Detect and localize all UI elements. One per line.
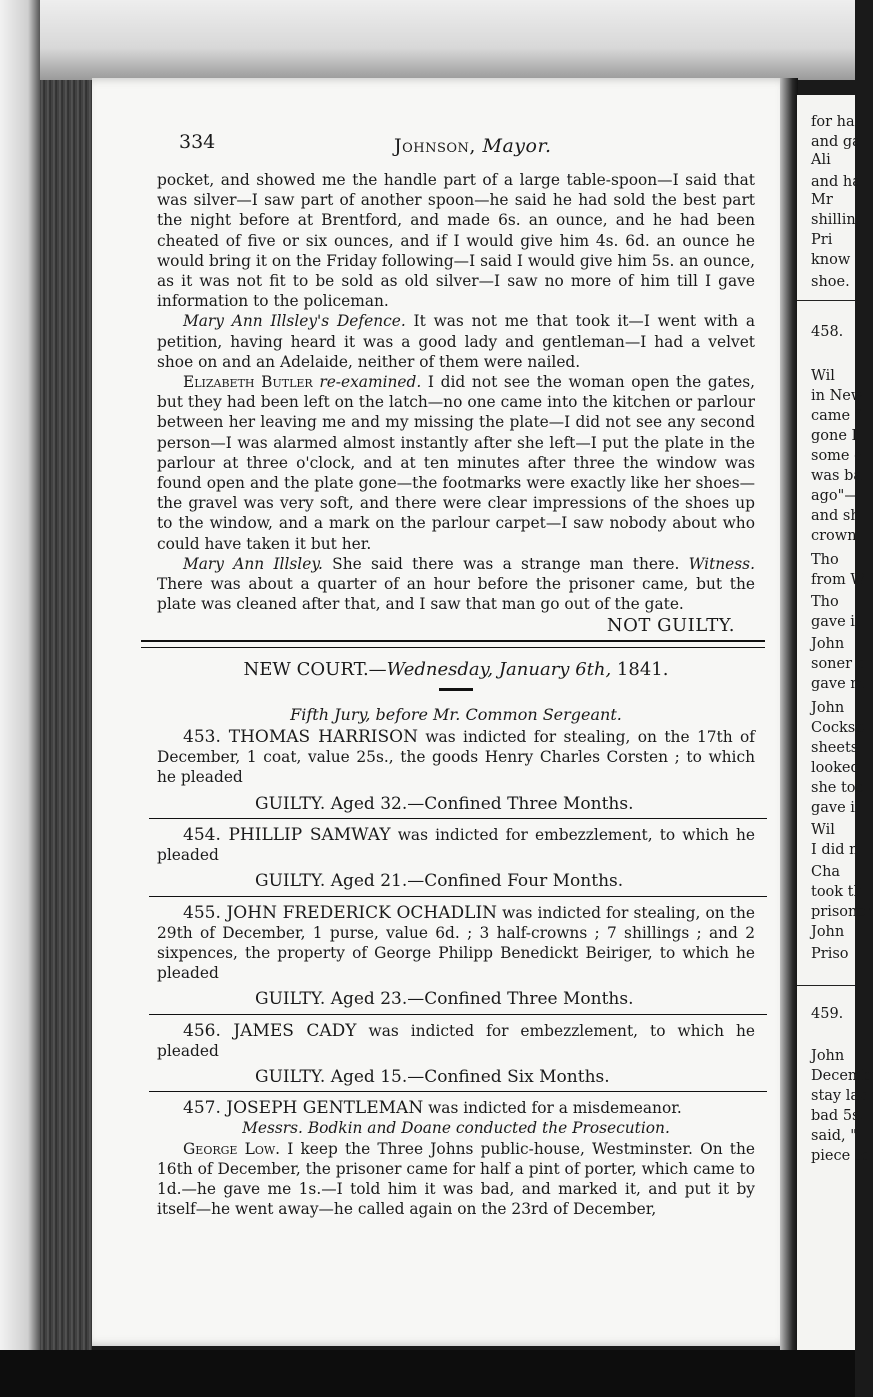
facing-page-fragment: said, "	[811, 1128, 857, 1144]
case-heading: 455. JOHN FREDERICK OCHADLIN	[183, 902, 498, 923]
running-title-name: Johnson,	[394, 135, 476, 157]
facing-page-fragment: Ali	[811, 152, 831, 168]
reexamined-label: re-examined.	[312, 373, 422, 392]
defence-paragraph	[157, 311, 755, 372]
scan-top-background	[0, 0, 855, 80]
case-body: was indicted for embezzlement, to which he pleaded	[157, 825, 755, 865]
case-heading: 454. PHILLIP SAMWAY	[183, 824, 391, 845]
reexamination-text: I did not see the woman open the gates, but they had been left on the latch—no one came into the kitchen or parlour between her leaving me and my missing the plate—I did not see any second person—I was alarmed almost instantly after she left—I put the plate in the parlour at three o'clock, and at ten minutes after three the window was found open and the plate gone—the footmarks were exactly like her shoes—the gravel was very soft, and there were clear impressions of the shoes up to the window, and a mark on the parlour carpet—I saw nobody about who could have taken it but her.	[157, 373, 755, 553]
case-454	[157, 825, 755, 897]
court-name: NEW COURT.—	[243, 658, 387, 680]
case-455	[157, 903, 755, 1015]
case-verdict: GUILTY. Aged 32.—Confined Three Months.	[255, 793, 634, 814]
facing-page-fragment: ago"—	[811, 488, 859, 504]
facing-page-fragment: came f	[811, 408, 861, 424]
facing-page-fragment: gave it	[811, 800, 861, 816]
facing-page-fragment: gave it	[811, 614, 861, 630]
facing-page-fragment: soner o	[811, 656, 866, 672]
facing-page-fragment: for ha	[811, 114, 855, 130]
facing-page-edge	[797, 95, 873, 1350]
case-rule	[149, 818, 767, 819]
facing-page-fragment: stay lac	[811, 1088, 868, 1104]
case-heading: 453. THOMAS HARRISON	[183, 727, 418, 748]
case-rule	[149, 1014, 767, 1015]
facing-page-fragment: from W	[811, 572, 866, 588]
facing-page-fragment: in New	[811, 388, 864, 404]
scan-left-background	[0, 0, 40, 1397]
statement-paragraph	[157, 554, 755, 615]
case-body: was indicted for embezzlement, to which he pleaded	[157, 1021, 755, 1060]
facing-page-rule	[797, 300, 855, 301]
statement-text: She said there was a strange man there.	[322, 554, 689, 573]
statement-text-2: There was about a quarter of an hour before the prisoner came, but the plate was cleaned after that, and I saw that man go out of the gate.	[157, 575, 755, 614]
page-number: 334	[179, 131, 216, 153]
facing-page-fragment: shillin	[811, 212, 856, 228]
facing-page-fragment: crown	[811, 528, 857, 544]
facing-page-fragment: I did n	[811, 842, 859, 858]
facing-page-fragment: and ga	[811, 134, 861, 150]
facing-page-fragment: John	[811, 1048, 845, 1064]
case-verdict: GUILTY. Aged 21.—Confined Four Months.	[255, 871, 624, 892]
case-rule	[149, 1091, 767, 1092]
witness-name: Elizabeth Butler	[183, 373, 313, 392]
verdict-not-guilty: NOT GUILTY.	[606, 615, 735, 637]
facing-page-fragment: and sh	[811, 508, 860, 524]
book-spine	[40, 80, 92, 1350]
facing-page-fragment: piece to	[811, 1148, 870, 1164]
facing-page-rule	[797, 985, 855, 986]
case-heading: 456. JAMES CADY	[183, 1020, 357, 1041]
witness-label: Witness.	[688, 554, 755, 573]
witness-name: George Low.	[183, 1139, 281, 1158]
facing-page-fragment: and ha	[811, 174, 861, 190]
reexamination-paragraph	[157, 372, 755, 554]
case-body: was indicted for a misdemeanor.	[423, 1099, 682, 1118]
case-453	[157, 727, 755, 819]
facing-page-fragment: shoe.	[811, 274, 850, 290]
facing-page-fragment: took th	[811, 884, 863, 900]
facing-page-fragment: Cha	[811, 864, 841, 880]
facing-page-fragment: prisoner	[811, 904, 873, 920]
facing-page-fragment: Cocksp	[811, 720, 865, 736]
facing-page-fragment: Decemb	[811, 1068, 871, 1084]
scan-bottom-background	[0, 1350, 855, 1397]
facing-page-fragment: know	[811, 252, 851, 268]
case-body: was indicted for stealing, on the 17th of December, 1 coat, value 25s., the goods Henry Charles Corsten ; to which he pleaded	[157, 728, 755, 787]
section-double-rule	[141, 640, 765, 648]
page-text	[157, 120, 755, 1219]
running-title-role: Mayor.	[482, 135, 552, 157]
short-rule	[439, 688, 473, 691]
low-testimony-paragraph	[157, 1139, 755, 1220]
facing-page-fragment: looked	[811, 760, 860, 776]
defence-label: Mary Ann Illsley's Defence.	[183, 312, 406, 331]
court-heading	[157, 660, 755, 680]
facing-page-fragment: John	[811, 700, 845, 716]
page-header	[157, 120, 755, 160]
facing-page-fragment: Wil	[811, 368, 835, 384]
facing-page-fragment: 459.	[811, 1006, 844, 1022]
case-body: was indicted for stealing, on the 29th of December, 1 purse, value 6d. ; 3 half-crowns ; 7 shillings ; and 2 sixpences, the property of George Philipp Benedickt Beiriger, to which he pleaded	[157, 903, 755, 983]
facing-page-fragment: she too	[811, 780, 865, 796]
case-verdict: GUILTY. Aged 15.—Confined Six Months.	[255, 1066, 610, 1087]
running-title	[394, 136, 552, 156]
facing-page-fragment: was ba	[811, 468, 863, 484]
facing-page-fragment: John	[811, 924, 845, 940]
facing-page-fragment: Tho	[811, 552, 839, 568]
facing-page-fragment: bad 5s.	[811, 1108, 865, 1124]
case-rule	[149, 896, 767, 897]
case-457	[157, 1098, 755, 1118]
jury-line: Fifth Jury, before Mr. Common Sergeant.	[290, 704, 622, 724]
case-verdict: GUILTY. Aged 23.—Confined Three Months.	[255, 989, 634, 1010]
facing-page-fragment: Mr	[811, 192, 833, 208]
court-date: Wednesday, January 6th,	[386, 658, 612, 680]
testimony-paragraph: pocket, and showed me the handle part of a large table-spoon—I said that was silver—I saw part of another spoon—he said he had sold the best part the night before at Brentford, and made 6s. an ounce, and he had been cheated of five or six ounces, and if I would give him 4s. 6d. an ounce he would bring it on the Friday following—I said I would give him 5s. an ounce, as it was not fit to be sold as old silver—I saw no more of him till I gave information to the policeman.	[157, 171, 755, 311]
case-456	[157, 1021, 755, 1093]
facing-page-fragment: some c	[811, 448, 863, 464]
facing-page-fragment: 458.	[811, 324, 844, 340]
facing-page-fragment: Tho	[811, 594, 839, 610]
facing-page-fragment: Priso	[811, 946, 849, 962]
case-heading: 457. JOSEPH GENTLEMAN	[183, 1098, 424, 1119]
facing-page-fragment: gone I	[811, 428, 858, 444]
facing-page-fragment: Wil	[811, 822, 835, 838]
statement-label: Mary Ann Illsley.	[183, 554, 323, 573]
page-gutter	[780, 78, 798, 1350]
prosecution-line: Messrs. Bodkin and Doane conducted the Prosecution.	[242, 1119, 670, 1138]
facing-page-fragment: gave m	[811, 676, 865, 692]
testimony-text: I keep the Three Johns public-house, Westminster. On the 16th of December, the prisoner came for half a pint of porter, which came to 1d.—he gave me 1s.—I told him it was bad, and marked it, and put it by itself—he went away—he called again on the 23rd of December,	[157, 1139, 755, 1219]
facing-page-fragment: John	[811, 636, 845, 652]
facing-page-fragment: sheets	[811, 740, 859, 756]
defence-text: It was not me that took it—I went with a petition, having heard it was a good lady and gentleman—I had a velvet shoe on and an Adelaide, neither of them were nailed.	[157, 312, 755, 371]
court-year: 1841.	[611, 658, 669, 680]
facing-page-fragment: Pri	[811, 232, 833, 248]
